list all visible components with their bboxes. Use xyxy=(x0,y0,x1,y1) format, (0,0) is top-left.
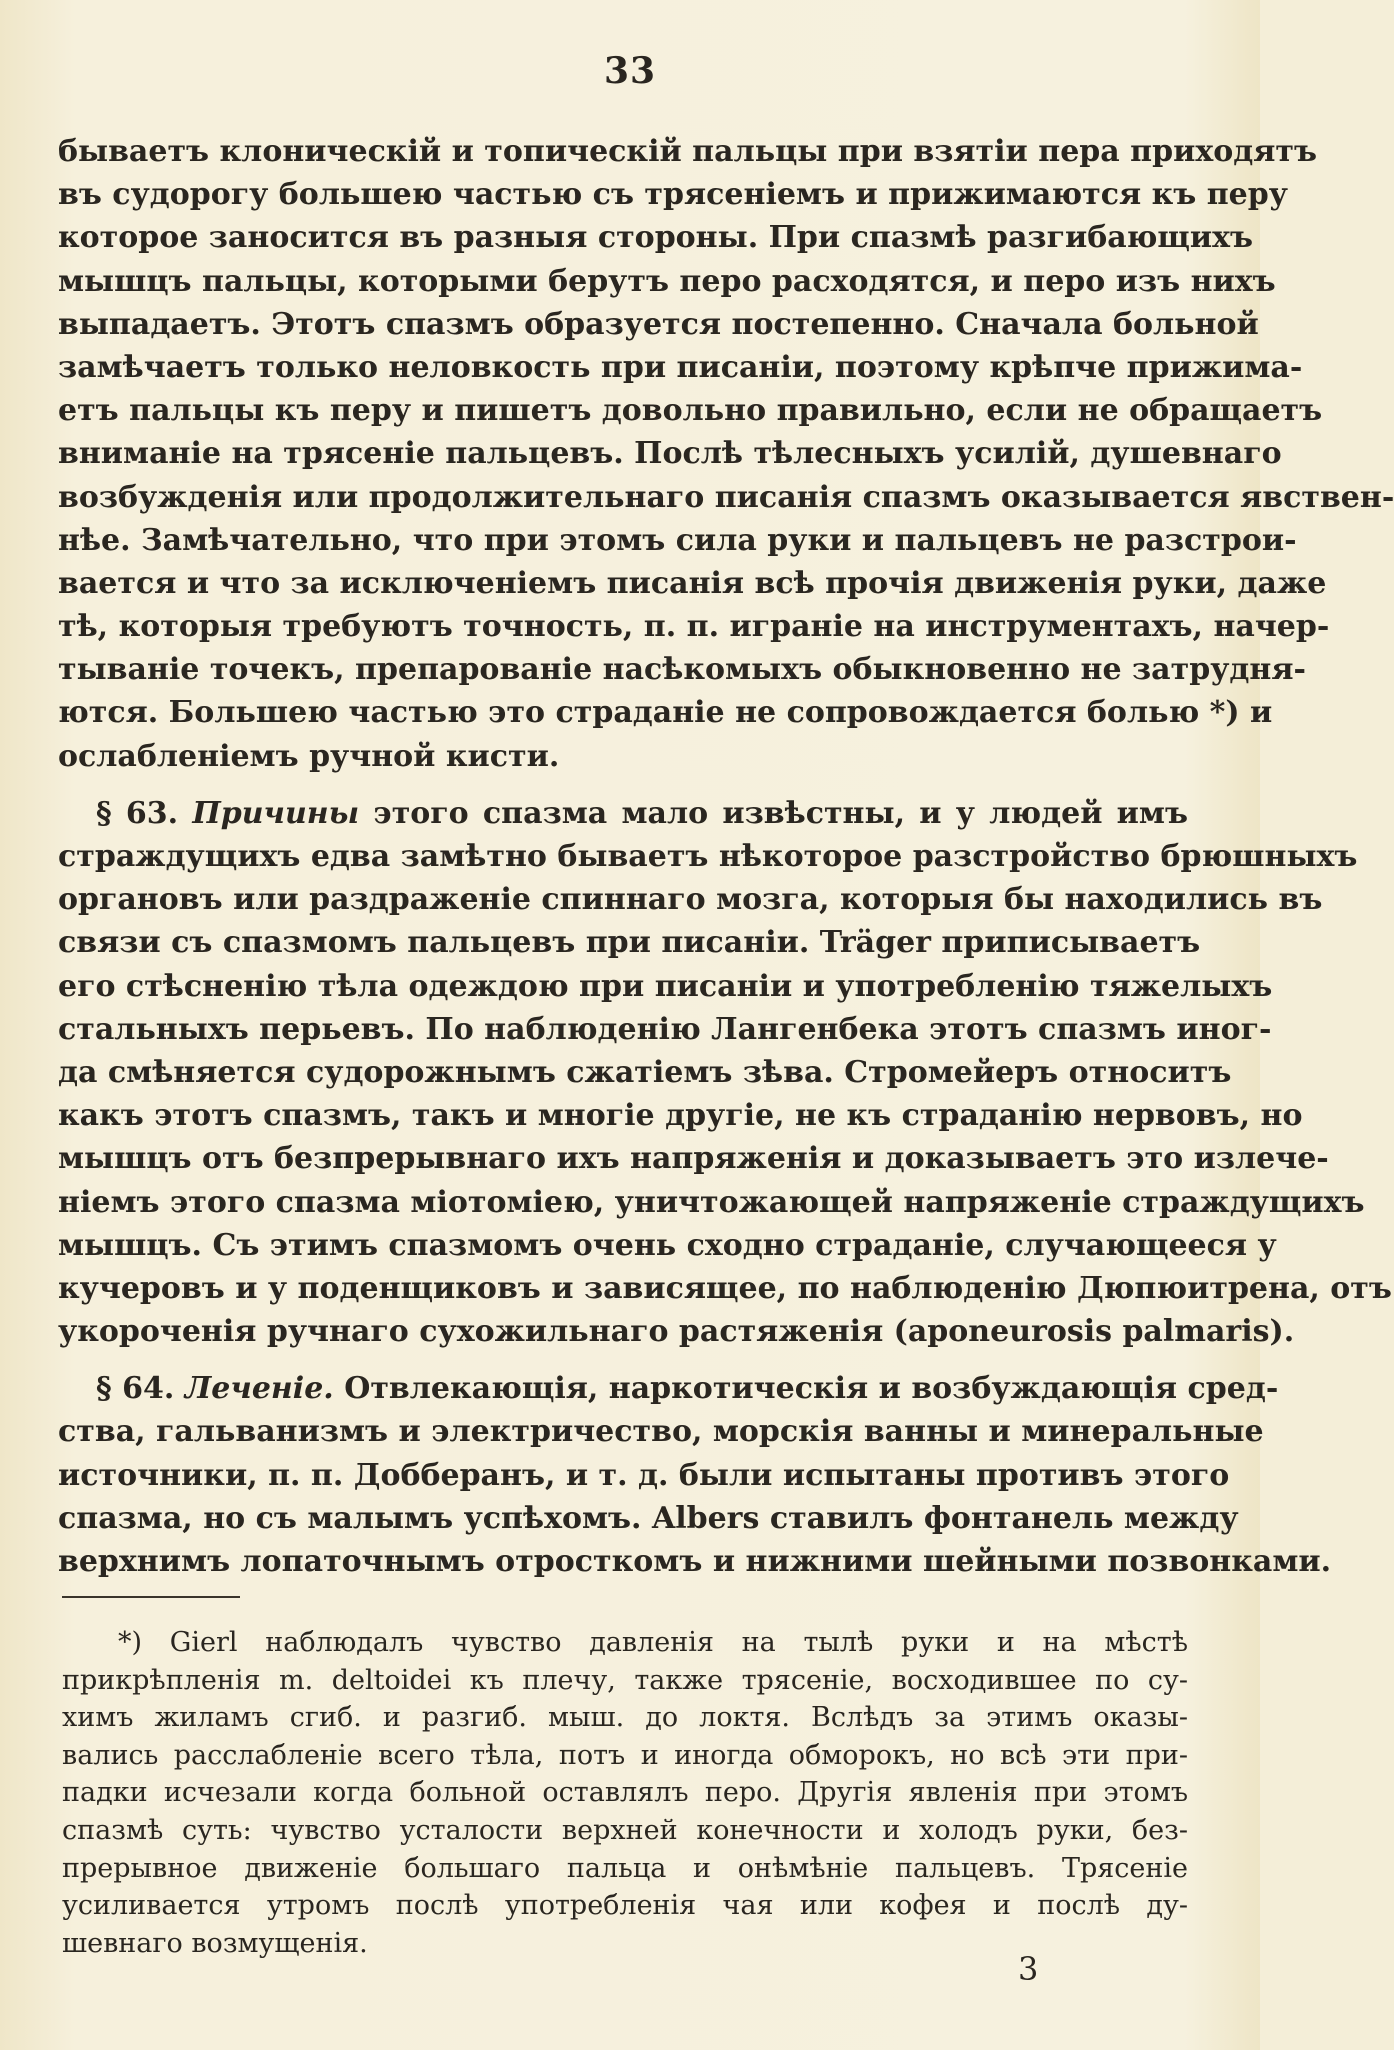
text-line: какъ этотъ спазмъ, такъ и многіе другіе, не къ страданію нервовъ, но xyxy=(58,1098,1303,1134)
text-line: тываніе точекъ, препарованіе насѣкомыхъ обыкновенно не затрудня- xyxy=(58,652,1306,688)
text-line: да смѣняется судорожнымъ сжатіемъ зѣва. Стромейеръ относитъ xyxy=(58,1054,1232,1090)
text-line: возбужденія или продолжительнаго писанія спазмъ оказывается явствен- xyxy=(58,479,1394,515)
footnote-line: прерывное движеніе большаго пальца и онѣмѣніе пальцевъ. Трясеніе xyxy=(62,1852,1188,1884)
text-line: ства, гальванизмъ и электричество, морскія ванны и минеральные xyxy=(58,1414,1264,1450)
footnote-line: прикрѣпленія m. deltoidei къ плечу, также трясеніе, восходившее по су- xyxy=(62,1664,1188,1696)
paragraph-gap xyxy=(58,1353,1188,1367)
section-number: § 64. xyxy=(96,1371,175,1407)
text-line: замѣчаетъ только неловкость при писаніи, поэтому крѣпче прижима- xyxy=(58,349,1303,385)
section-heading-line xyxy=(58,792,1188,835)
text-line: етъ пальцы къ перу и пишетъ довольно правильно, если не обращаетъ xyxy=(58,393,1323,429)
text-line: мышцъ. Съ этимъ спазмомъ очень сходно страданіе, случающееся у xyxy=(58,1227,1277,1263)
footnote-line: усиливается утромъ послѣ употребленія чая или кофея и послѣ ду- xyxy=(62,1890,1188,1922)
footnote-line: падки исчезали когда больной оставлялъ перо. Другія явленія при этомъ xyxy=(62,1777,1188,1809)
text-line: стальныхъ перьевъ. По наблюденію Лангенбека этотъ спазмъ иног- xyxy=(58,1011,1272,1047)
section-title: Причины xyxy=(192,795,360,831)
text-line: страждущихъ едва замѣтно бываетъ нѣкоторое разстройство брюшныхъ xyxy=(58,839,1358,874)
footnote-line: химъ жиламъ сгиб. и разгиб. мыш. до локтя. Вслѣдъ за этимъ оказы- xyxy=(62,1702,1188,1734)
text-line: нѣе. Замѣчательно, что при этомъ сила руки и пальцевъ не разстрои- xyxy=(58,522,1297,558)
section-first-line-text: этого спазма мало извѣстны, и у людей имъ xyxy=(373,795,1189,831)
paragraph-section-64 xyxy=(58,1367,1332,1583)
footnote-line: спазмѣ суть: чувство усталости верхней конечности и холодъ руки, без- xyxy=(62,1814,1188,1846)
text-line: органовъ или раздраженіе спиннаго мозга, которыя бы находились въ xyxy=(58,882,1323,918)
footnote-divider xyxy=(62,1596,240,1598)
text-line: кучеровъ и у поденщиковъ и зависящее, по наблюденію Дюпюитрена, отъ xyxy=(58,1270,1392,1306)
footnote-line: шевнаго возмущенія. xyxy=(62,1927,368,1959)
text-line: ются. Большею частью это страданіе не сопровождается болью *) и xyxy=(58,695,1273,731)
signature-mark: 3 xyxy=(1018,1950,1039,1988)
text-line: спазма, но съ малымъ успѣхомъ. Albers ставилъ фонтанель между xyxy=(58,1500,1239,1536)
paragraph-section-63 xyxy=(58,792,1392,1353)
page-number: 33 xyxy=(603,50,657,92)
section-heading-line xyxy=(58,1367,1279,1410)
text-line: верхнимъ лопаточнымъ отросткомъ и нижними шейными позвонками. xyxy=(58,1544,1332,1579)
main-text xyxy=(58,130,1394,1583)
footnote xyxy=(62,1624,1188,1962)
text-line: мышцъ пальцы, которыми берутъ перо расходятся, и перо изъ нихъ xyxy=(58,263,1276,299)
text-line: бываетъ клоническій и топическій пальцы при взятіи пера приходятъ xyxy=(58,134,1317,169)
section-number: § 63. xyxy=(96,795,179,831)
text-line: связи съ спазмомъ пальцевъ при писаніи. Träger приписываетъ xyxy=(58,925,1201,961)
text-line: укороченія ручнаго сухожильнаго растяженія (aponeurosis palmaris). xyxy=(58,1314,1295,1350)
footnote-line: *) Gierl наблюдалъ чувство давленія на тылѣ руки и на мѣстѣ xyxy=(118,1627,1188,1658)
paragraph-1 xyxy=(58,130,1394,778)
text-line: его стѣсненію тѣла одеждою при писаніи и употребленію тяжелыхъ xyxy=(58,968,1273,1004)
text-line: выпадаетъ. Этотъ спазмъ образуется постепенно. Сначала больной xyxy=(58,306,1259,342)
footnote-line: вались расслабленіе всего тѣла, потъ и иногда обморокъ, но всѣ эти при- xyxy=(62,1739,1188,1771)
text-line: вается и что за исключеніемъ писанія всѣ прочія движенія руки, даже xyxy=(58,565,1327,601)
section-title: Леченіе. xyxy=(184,1371,334,1407)
text-line: тѣ, которыя требуютъ точность, п. п. играніе на инструментахъ, начер- xyxy=(58,609,1330,645)
text-line: ослабленіемъ ручной кисти. xyxy=(58,738,560,774)
section-first-line-text: Отвлекающія, наркотическія и возбуждающія сред- xyxy=(344,1371,1279,1407)
text-line: источники, п. п. Добберанъ, и т. д. были испытаны противъ этого xyxy=(58,1457,1230,1493)
text-line: которое заносится въ разныя стороны. При спазмѣ разгибающихъ xyxy=(58,220,1254,256)
text-line: вниманіе на трясеніе пальцевъ. Послѣ тѣлесныхъ усилій, душевнаго xyxy=(58,436,1282,472)
text-line: въ судорогу большею частью съ трясеніемъ и прижимаются къ перу xyxy=(58,177,1288,213)
text-line: ніемъ этого спазма міотоміею, уничтожающей напряженіе страждущихъ xyxy=(58,1184,1365,1220)
text-line: мышцъ отъ безпрерывнаго ихъ напряженія и доказываетъ это излече- xyxy=(58,1141,1329,1177)
paragraph-gap xyxy=(58,778,1188,792)
